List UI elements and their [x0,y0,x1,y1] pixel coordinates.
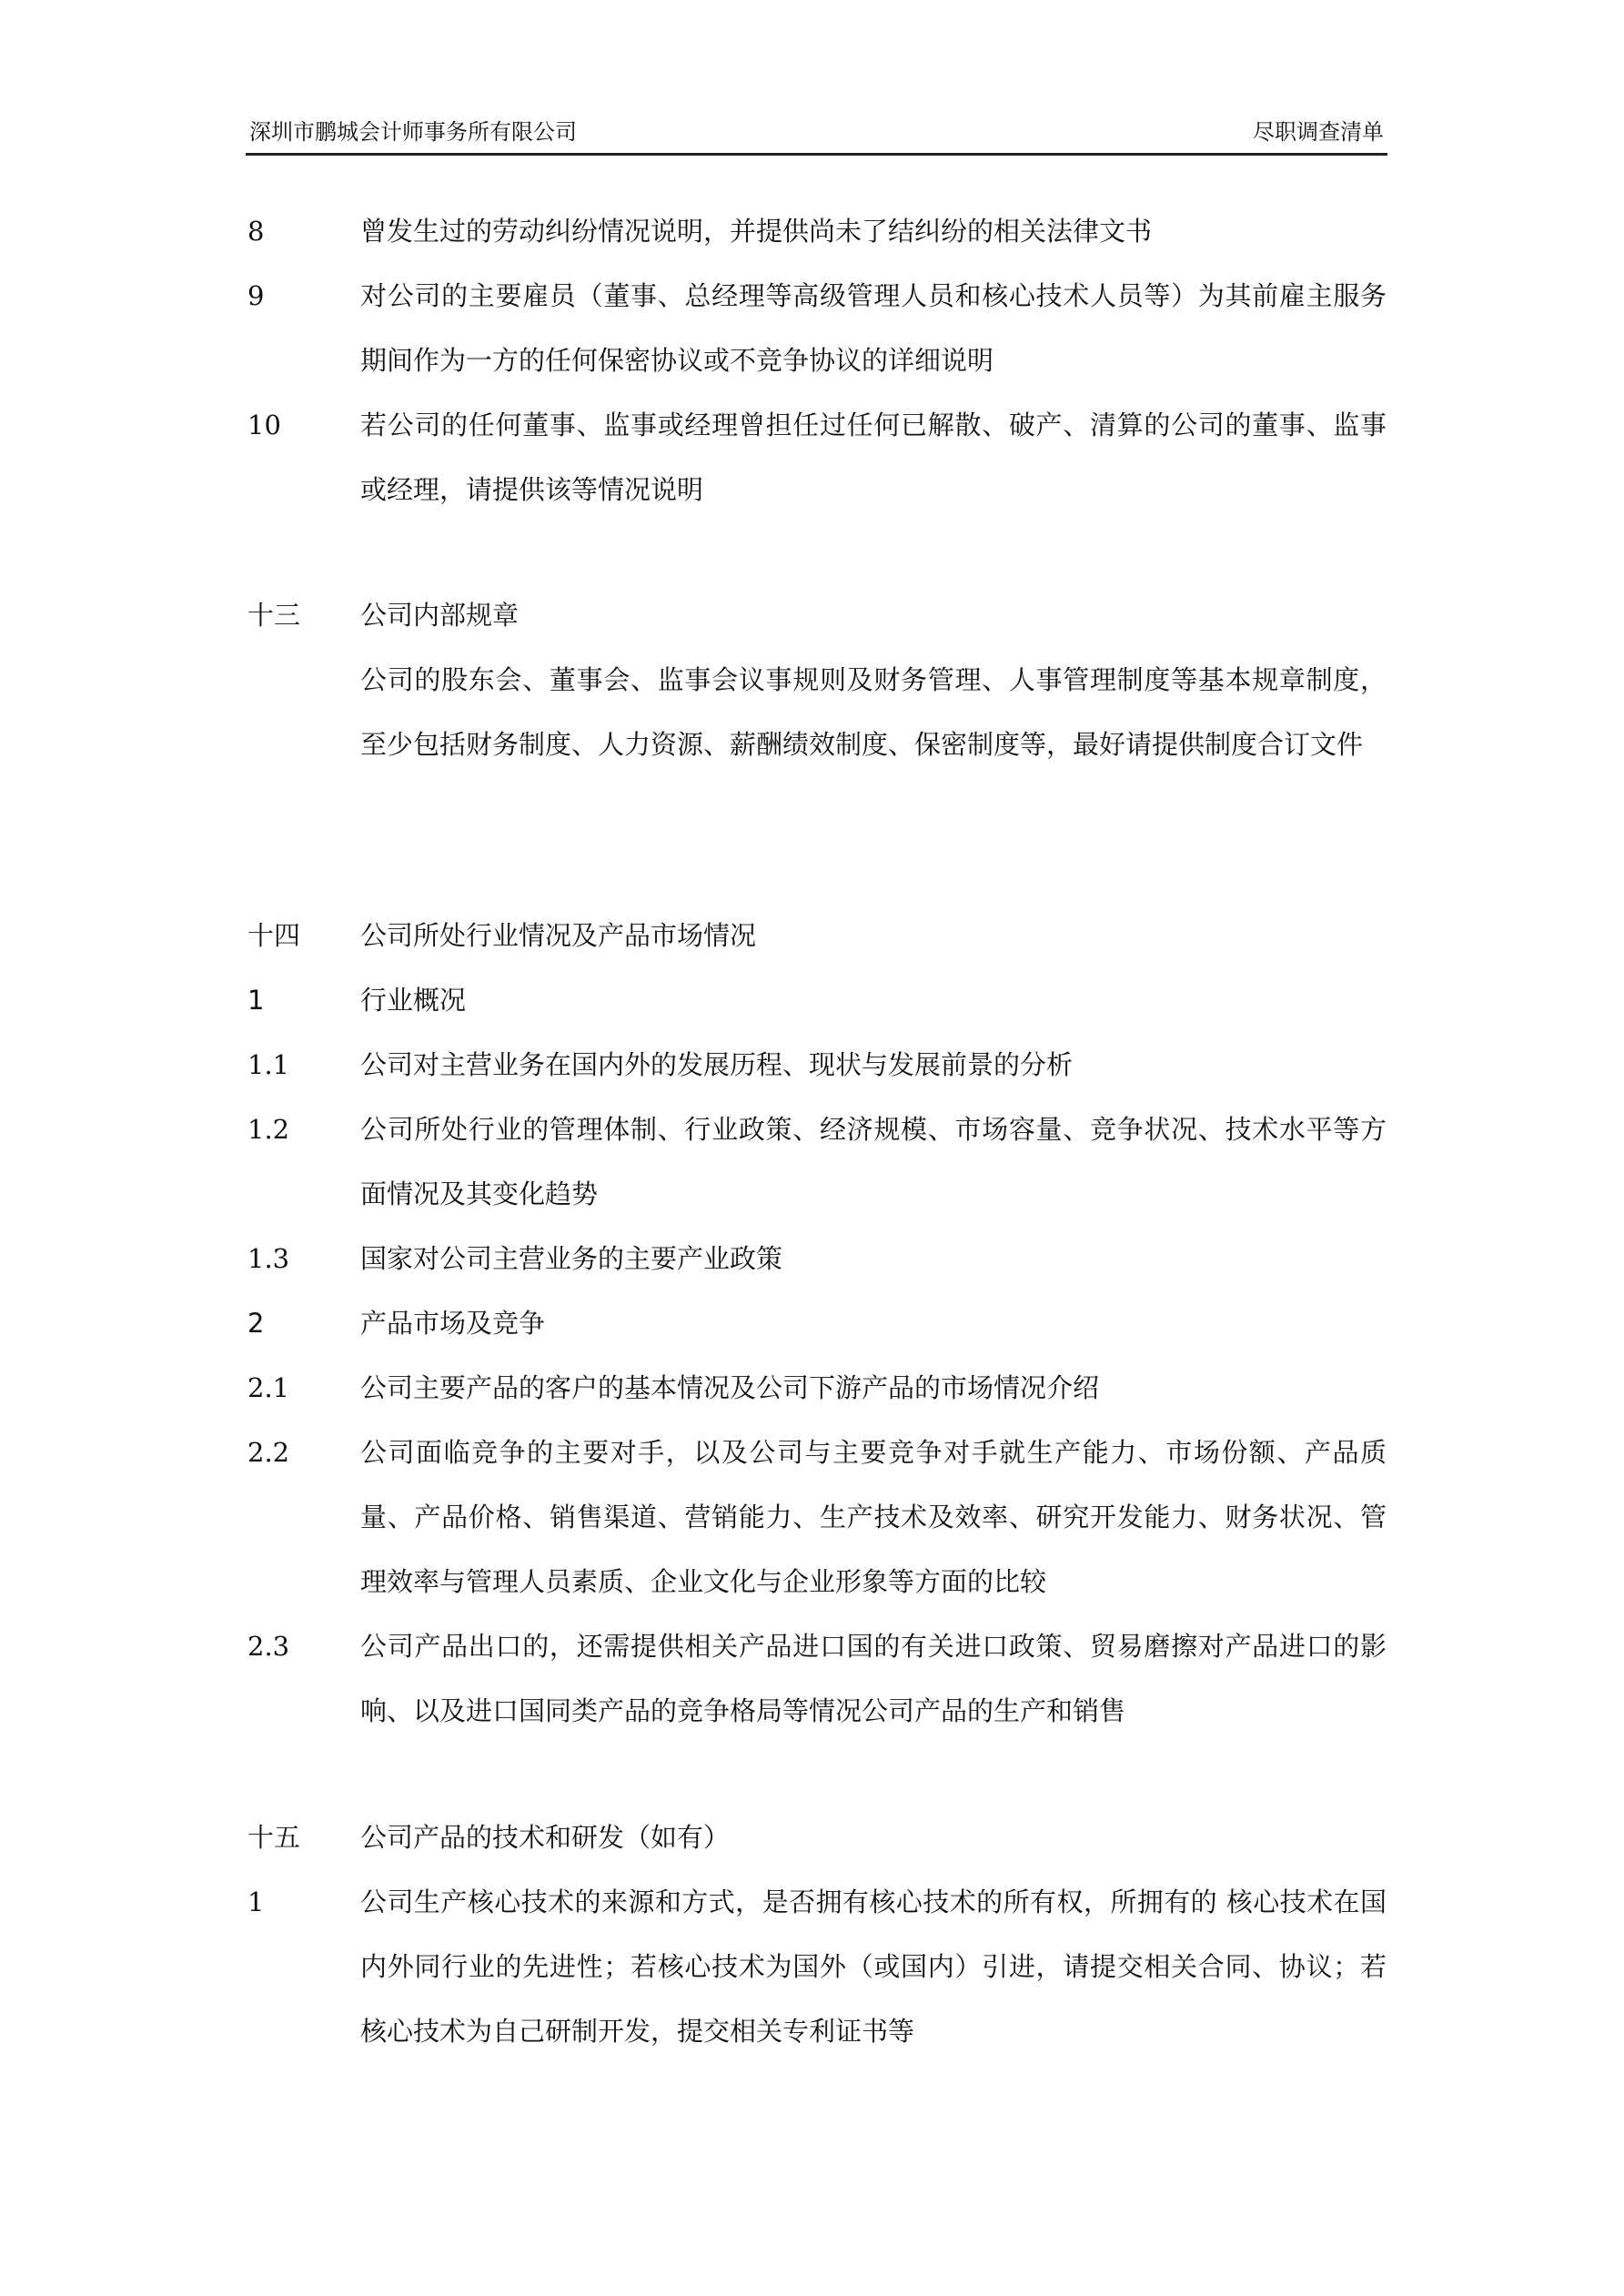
item-number: 1.3 [247,1243,290,1274]
item-text: 公司面临竞争的主要对手，以及公司与主要竞争对手就生产能力、市场份额、产品质量、产品价格、销售渠道、营销能力、生产技术及效率、研究开发能力、财务状况、管理效率与管理人员素质、企业文化与企业形象等方面的比较 [360,1437,1387,1597]
item-text: 公司主要产品的客户的基本情况及公司下游产品的市场情况介绍 [360,1372,1100,1403]
item-text: 对公司的主要雇员（董事、总经理等高级管理人员和核心技术人员等）为其前雇主服务期间作为一方的任何保密协议或不竞争协议的详细说明 [360,280,1387,376]
subsection-title: 产品市场及竞争 [360,1308,546,1339]
item-text: 公司的股东会、董事会、监事会议事规则及财务管理、人事管理制度等基本规章制度，至少包括财务制度、人力资源、薪酬绩效制度、保密制度等，最好请提供制度合订文件 [360,664,1387,760]
item-text: 公司生产核心技术的来源和方式，是否拥有核心技术的所有权，所拥有的 核心技术在国内外同行业的先进性；若核心技术为国外（或国内）引进，请提交相关合同、协议；若核心技术为自己研制开发，提交相关专利证书等 [360,1886,1387,2047]
header-document-title: 尽职调查清单 [1253,119,1384,145]
item-text: 国家对公司主营业务的主要产业政策 [360,1243,783,1274]
section-number: 十四 [247,920,301,951]
item-number: 2.3 [247,1631,290,1662]
item-number: 9 [247,280,265,311]
section-title: 公司所处行业情况及产品市场情况 [360,920,757,951]
item-number: 8 [247,216,265,247]
item-number: 1 [247,1886,265,1917]
subsection-title: 行业概况 [360,985,467,1016]
item-number: 2.1 [247,1372,290,1403]
item-text: 若公司的任何董事、监事或经理曾担任过任何已解散、破产、清算的公司的董事、监事或经理，请提供该等情况说明 [360,410,1387,505]
page-header [246,116,1387,156]
item-text: 公司产品出口的，还需提供相关产品进口国的有关进口政策、贸易磨擦对产品进口的影响、以及进口国同类产品的竞争格局等情况公司产品的生产和销售 [360,1631,1387,1726]
section-number: 十三 [247,600,301,631]
item-text: 公司所处行业的管理体制、行业政策、经济规模、市场容量、竞争状况、技术水平等方面情况及其变化趋势 [360,1114,1387,1209]
item-number: 1.2 [247,1114,290,1145]
item-number: 1.1 [247,1049,290,1080]
header-company-name: 深圳市鹏城会计师事务所有限公司 [249,119,577,145]
item-number: 10 [247,410,281,440]
item-text: 公司对主营业务在国内外的发展历程、现状与发展前景的分析 [360,1049,1074,1080]
section-title: 公司内部规章 [360,600,519,631]
item-text: 曾发生过的劳动纠纷情况说明，并提供尚未了结纠纷的相关法律文书 [360,216,1153,247]
item-number: 2.2 [247,1437,290,1468]
section-title: 公司产品的技术和研发（如有） [360,1822,731,1853]
section-number: 十五 [247,1822,301,1853]
subsection-number: 2 [247,1308,265,1339]
subsection-number: 1 [247,985,265,1016]
